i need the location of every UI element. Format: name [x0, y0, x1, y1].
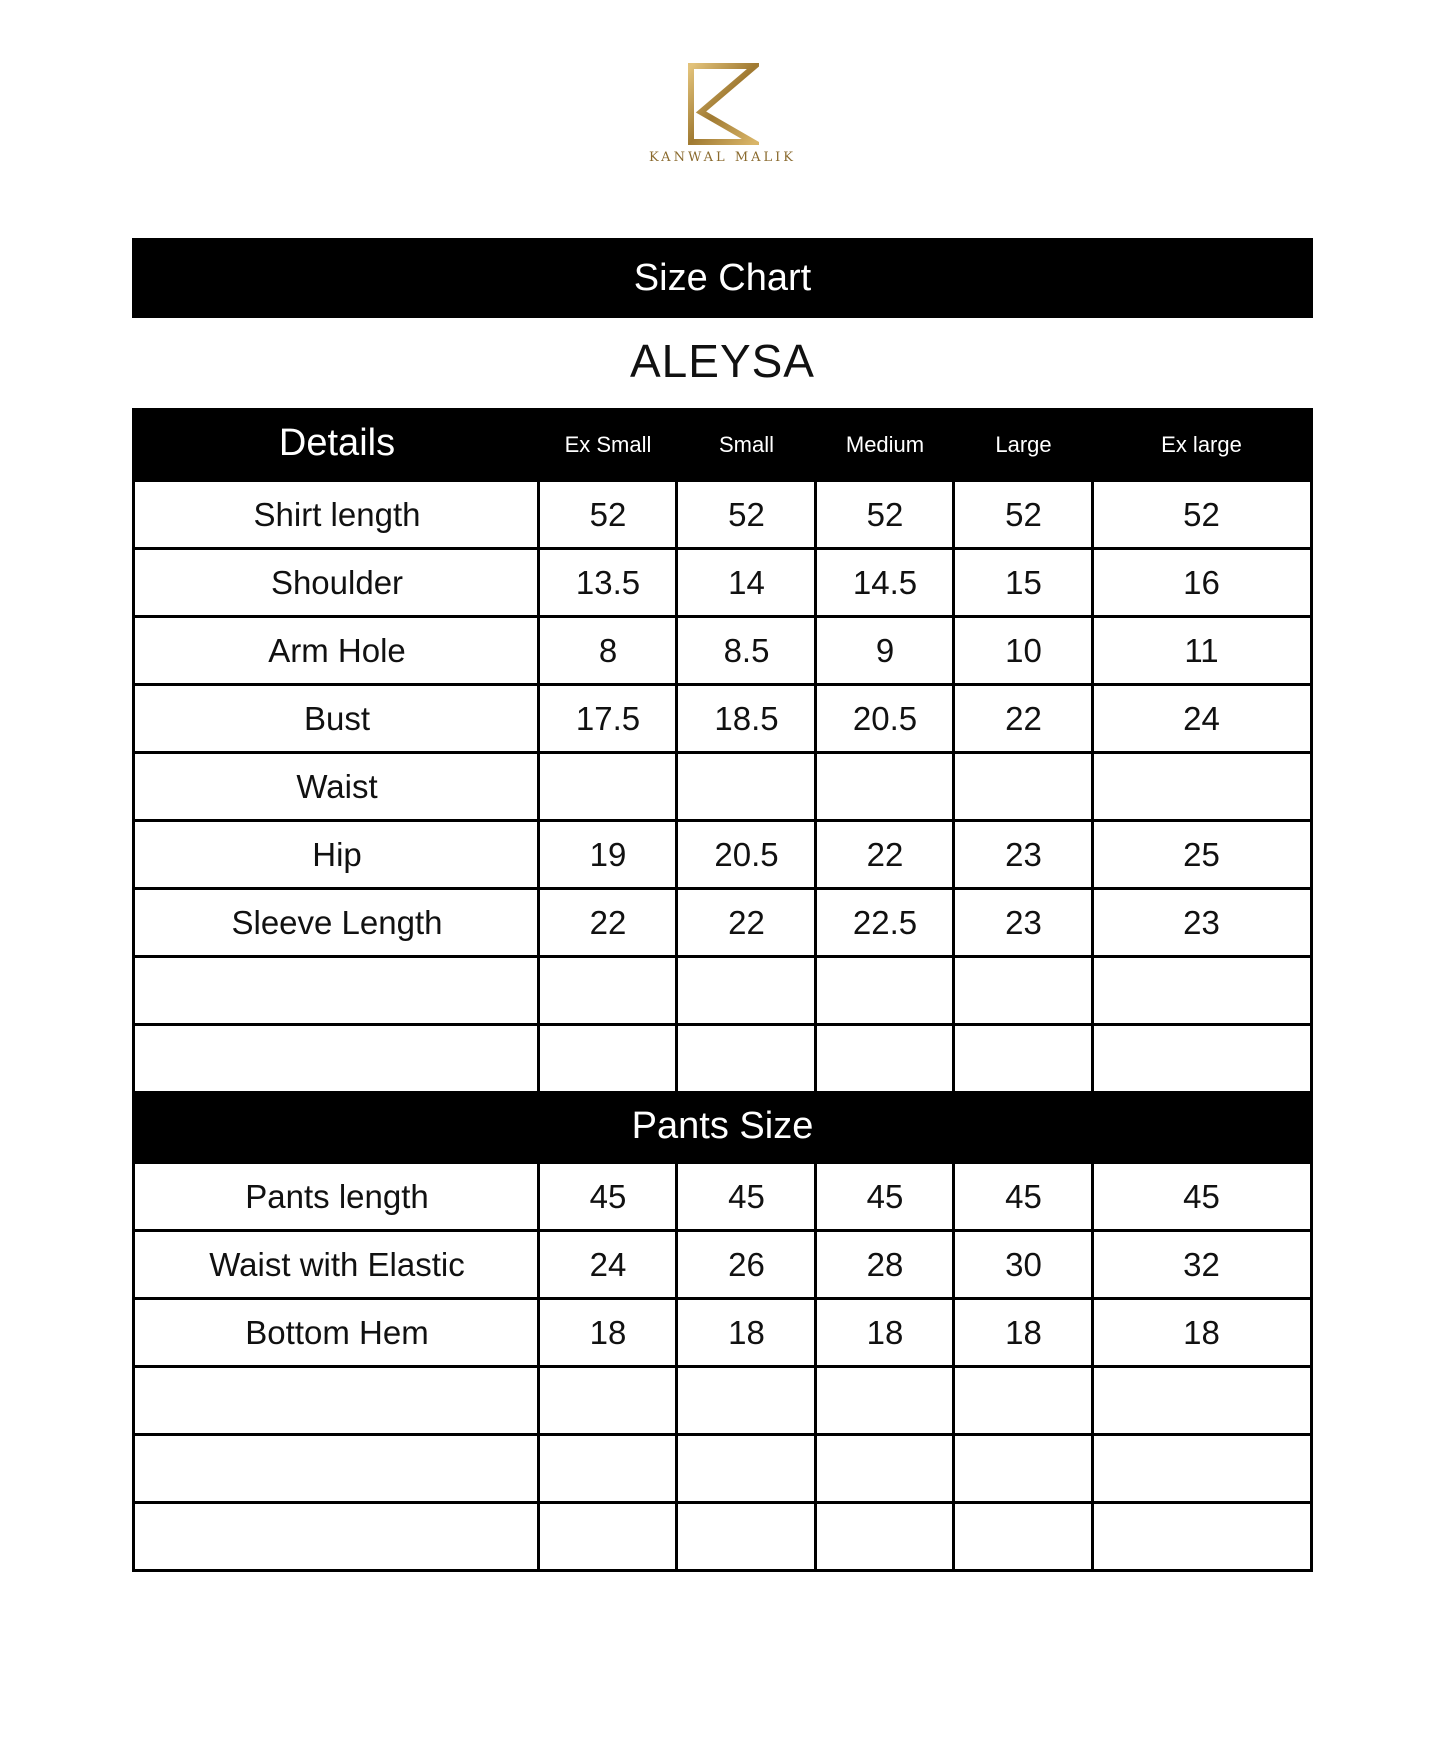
row-value: 32 [1183, 1245, 1220, 1283]
pants-size-header [135, 1091, 1310, 1161]
row-value: 23 [1005, 903, 1042, 941]
row-value [954, 1026, 1093, 1091]
row-value: 30 [1005, 1245, 1042, 1283]
row-value: 22 [589, 903, 627, 941]
row-value: 45 [1005, 1177, 1042, 1215]
row-value: 17.5 [575, 699, 641, 737]
row-label [135, 958, 539, 1023]
row-value: 18 [1005, 1313, 1042, 1351]
column-divider [1091, 479, 1094, 1091]
row-value: 18 [589, 1313, 627, 1351]
row-value: 22 [728, 903, 765, 941]
row-value: 52 [589, 495, 627, 533]
row-value [816, 1026, 954, 1091]
row-value [539, 958, 677, 1023]
column-divider [1091, 1161, 1094, 1569]
row-value: 52 [728, 495, 765, 533]
row-value: 24 [589, 1245, 627, 1283]
row-label: Hip [312, 835, 362, 873]
row-value [539, 1436, 677, 1501]
row-value [677, 1368, 816, 1433]
row-label: Pants length [245, 1177, 429, 1215]
row-value [816, 958, 954, 1023]
column-divider [814, 1161, 817, 1569]
row-value [1093, 1026, 1310, 1091]
row-value [539, 1368, 677, 1433]
row-value [954, 1368, 1093, 1433]
row-value: 8.5 [723, 631, 770, 669]
row-value: 14.5 [852, 563, 918, 601]
row-value [954, 958, 1093, 1023]
row-value: 18 [866, 1313, 904, 1351]
row-value: 23 [1183, 903, 1220, 941]
km-monogram-icon [687, 62, 759, 146]
row-value [539, 1026, 677, 1091]
row-label: Shoulder [270, 563, 404, 601]
row-value [677, 754, 816, 819]
row-value [1093, 1436, 1310, 1501]
row-value [1093, 958, 1310, 1023]
row-value: 52 [1005, 495, 1042, 533]
row-label [135, 1504, 539, 1569]
row-value [677, 1436, 816, 1501]
pants-size-title: Pants Size [631, 1105, 814, 1147]
size-chart-title: Size Chart [132, 238, 1313, 318]
column-divider [952, 479, 955, 1091]
row-value: 11 [1184, 631, 1219, 669]
row-value: 10 [1005, 631, 1042, 669]
row-value: 19 [589, 835, 627, 873]
row-value: 45 [589, 1177, 627, 1215]
row-value: 13.5 [575, 563, 641, 601]
row-value: 22 [1005, 699, 1042, 737]
table-row [135, 1229, 1310, 1297]
header-size: Large [995, 432, 1052, 457]
table-row [135, 479, 1310, 547]
row-value: 24 [1183, 699, 1220, 737]
row-value: 8 [598, 631, 618, 669]
table-row [135, 1433, 1310, 1501]
row-value: 28 [866, 1245, 904, 1283]
table-row [135, 1023, 1310, 1091]
table-row [135, 819, 1310, 887]
header-size: Ex large [1161, 432, 1242, 457]
row-value: 22.5 [852, 903, 918, 941]
row-label: Bust [303, 699, 371, 737]
row-value [816, 1504, 954, 1569]
row-value: 26 [728, 1245, 765, 1283]
product-name: ALEYSA [630, 335, 815, 387]
table-row [135, 887, 1310, 955]
row-value: 45 [728, 1177, 765, 1215]
row-value: 18 [728, 1313, 765, 1351]
row-value [1093, 1504, 1310, 1569]
row-label: Arm Hole [268, 631, 406, 669]
column-divider [537, 479, 540, 1091]
table-row [135, 1501, 1310, 1569]
table-row [135, 1365, 1310, 1433]
row-value [954, 1504, 1093, 1569]
row-value: 22 [866, 835, 904, 873]
table-row [135, 683, 1310, 751]
table-row [135, 751, 1310, 819]
column-divider [952, 1161, 955, 1569]
column-divider [675, 479, 678, 1091]
row-value [954, 754, 1093, 819]
row-label: Shirt length [253, 495, 421, 533]
row-value: 9 [875, 631, 895, 669]
row-value: 16 [1183, 563, 1220, 601]
brand-name: KANWAL MALIK [649, 150, 796, 165]
row-label: Sleeve Length [231, 903, 443, 941]
table-row [135, 1161, 1310, 1229]
row-label: Waist [296, 767, 378, 805]
row-value [677, 958, 816, 1023]
row-label: Bottom Hem [245, 1313, 429, 1351]
row-value: 18.5 [714, 699, 779, 737]
header-size: Medium [845, 432, 925, 457]
header-details: Details [278, 422, 396, 464]
row-value: 23 [1005, 835, 1042, 873]
row-value: 45 [866, 1177, 904, 1215]
row-value [816, 754, 954, 819]
row-label [135, 1436, 539, 1501]
row-value [539, 754, 677, 819]
row-value [677, 1026, 816, 1091]
row-value [1093, 1368, 1310, 1433]
column-divider [814, 479, 817, 1091]
column-divider [675, 1161, 678, 1569]
row-value [954, 1436, 1093, 1501]
row-label: Waist with Elastic [209, 1245, 465, 1283]
row-value: 25 [1183, 835, 1220, 873]
row-value: 14 [728, 563, 765, 601]
row-value [677, 1504, 816, 1569]
row-value: 45 [1183, 1177, 1220, 1215]
row-value [539, 1504, 677, 1569]
row-value [1093, 754, 1310, 819]
row-value: 52 [866, 495, 904, 533]
row-value: 18 [1183, 1313, 1220, 1351]
table-row [135, 955, 1310, 1023]
row-value [816, 1436, 954, 1501]
column-divider [537, 1161, 540, 1569]
row-value: 20.5 [852, 699, 918, 737]
row-value: 15 [1005, 563, 1042, 601]
table-row [135, 615, 1310, 683]
row-value: 20.5 [714, 835, 779, 873]
table-row [135, 1297, 1310, 1365]
row-label [135, 1368, 539, 1433]
table-row [135, 547, 1310, 615]
header-size: Small [718, 432, 774, 457]
row-label [135, 1026, 539, 1091]
row-value [816, 1368, 954, 1433]
table-header-row [135, 411, 1310, 479]
size-table [132, 408, 1313, 1572]
header-size: Ex Small [564, 432, 652, 457]
row-value: 52 [1183, 495, 1220, 533]
